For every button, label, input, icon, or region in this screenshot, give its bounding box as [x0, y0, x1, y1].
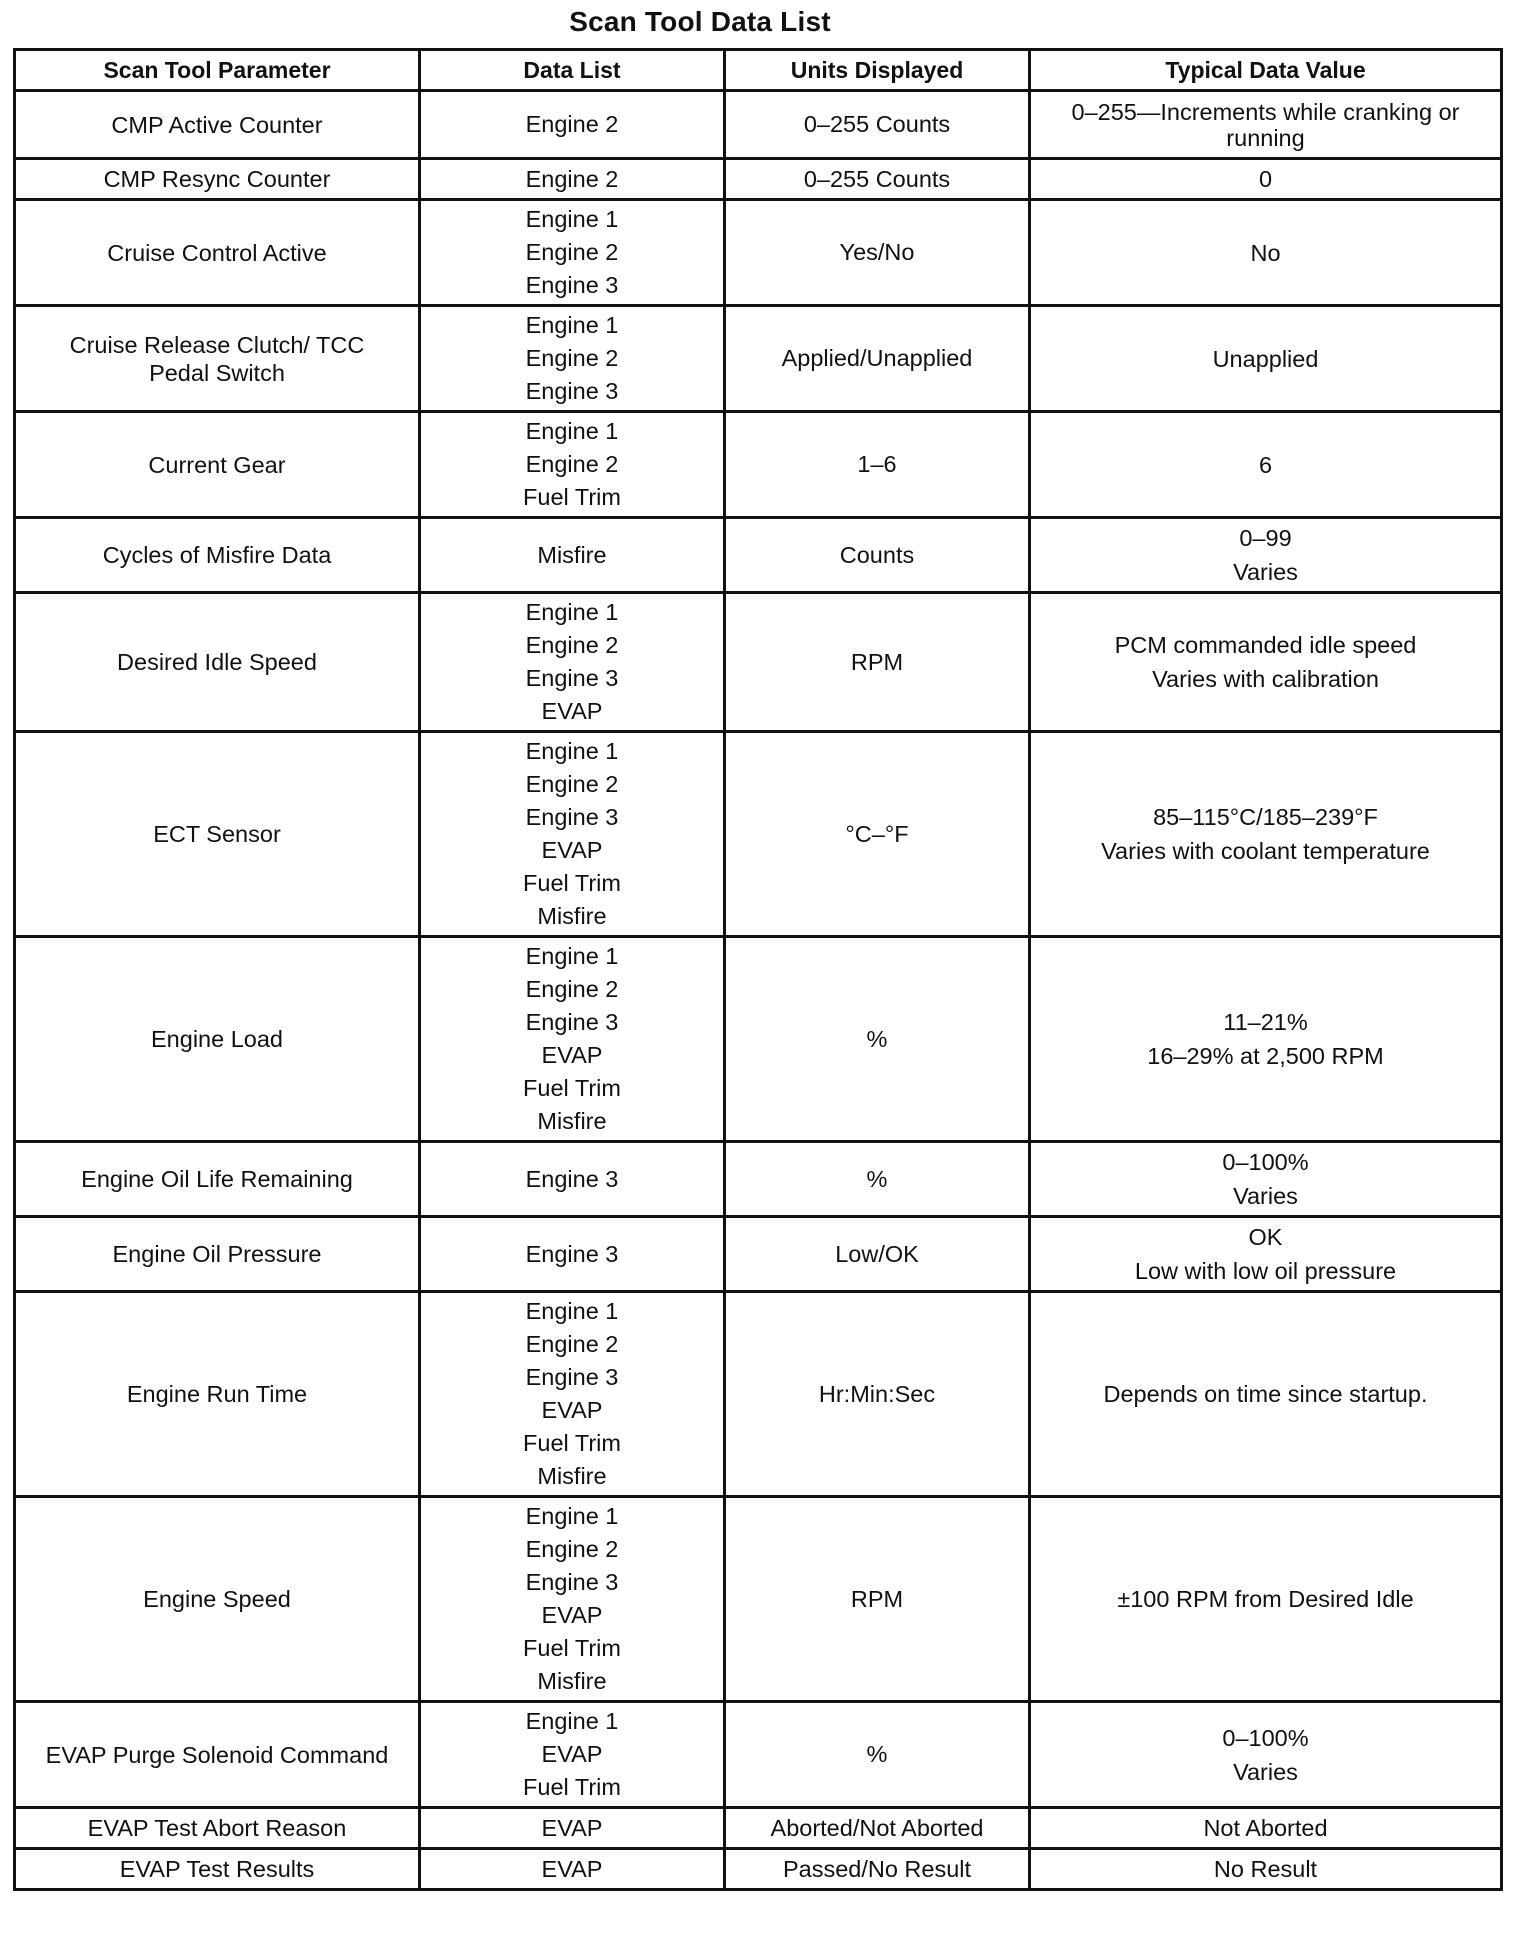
table-row: [15, 306, 1502, 412]
page-title: Scan Tool Data List: [569, 6, 831, 37]
column-header-parameter: Scan Tool Parameter: [15, 50, 420, 91]
units-cell: Yes/No: [725, 200, 1030, 306]
data-list-cell-line: Engine 3: [525, 378, 619, 404]
data-list-cell-line: Engine 2: [525, 771, 619, 797]
typical-value-cell: [1030, 1142, 1502, 1217]
typical-value-cell: [1030, 1849, 1502, 1890]
units-cell: Applied/Unapplied: [725, 306, 1030, 412]
data-list-cell-line: Engine 1: [525, 1503, 619, 1529]
parameter-cell: [15, 593, 420, 732]
units-cell: Counts: [725, 518, 1030, 593]
data-list-cell-line: Engine 2: [525, 1536, 619, 1562]
parameter-cell-line: EVAP Test Abort Reason: [87, 1815, 347, 1841]
typical-value-cell-line: 85–115°C/185–239°F: [1153, 804, 1378, 830]
units-cell: RPM: [725, 593, 1030, 732]
data-list-cell-line: EVAP: [541, 698, 603, 724]
data-list-cell: [420, 306, 725, 412]
data-list-cell-line: Misfire: [537, 903, 607, 929]
parameter-cell-line: Cruise Control Active: [107, 239, 327, 266]
units-cell: 0–255 Counts: [725, 91, 1030, 159]
typical-value-cell: [1030, 306, 1502, 412]
data-list-cell: [420, 1808, 725, 1849]
table-row: [15, 1849, 1502, 1890]
typical-value-cell-line: Varies: [1233, 1758, 1298, 1785]
data-list-cell-line: Fuel Trim: [523, 1075, 621, 1101]
data-list-cell: [420, 1497, 725, 1702]
data-list-cell-line: Engine 1: [525, 1298, 619, 1324]
table-row: [15, 1217, 1502, 1292]
scan-tool-data-table: [13, 48, 1503, 1891]
data-list-cell-line: Engine 2: [525, 1331, 619, 1357]
table-header-row: [15, 50, 1502, 91]
data-list-cell-line: EVAP: [541, 1397, 603, 1423]
data-list-cell-line: Engine 2: [525, 165, 619, 192]
parameter-cell-line: Engine Speed: [143, 1586, 291, 1612]
typical-value-cell-line: ±100 RPM from Desired Idle: [1117, 1586, 1414, 1612]
table-row: [15, 1497, 1502, 1702]
typical-value-cell-line: 6: [1258, 451, 1273, 478]
data-list-cell-line: Engine 3: [525, 1009, 619, 1035]
data-list-cell: [420, 1217, 725, 1292]
data-list-cell-line: Engine 1: [525, 599, 619, 625]
units-cell: Low/OK: [725, 1217, 1030, 1292]
parameter-cell: [15, 1142, 420, 1217]
parameter-cell: [15, 200, 420, 306]
typical-value-cell: [1030, 732, 1502, 937]
typical-value-cell-line: Varies: [1233, 1183, 1298, 1209]
parameter-cell-line: Engine Oil Life Remaining: [81, 1166, 353, 1192]
units-cell: %: [725, 1702, 1030, 1808]
data-list-cell-line: Engine 2: [525, 111, 619, 137]
units-cell: Hr:Min:Sec: [725, 1292, 1030, 1497]
parameter-cell-line: Desired Idle Speed: [117, 649, 317, 675]
table-row: [15, 518, 1502, 593]
data-list-cell: [420, 1292, 725, 1497]
data-list-cell: [420, 1849, 725, 1890]
column-header-data-list: Data List: [420, 50, 725, 91]
data-list-cell-line: EVAP: [541, 1042, 603, 1068]
data-list-cell-line: Engine 2: [525, 451, 619, 477]
parameter-cell: [15, 1808, 420, 1849]
table-row: [15, 91, 1502, 159]
parameter-cell-line: Engine Run Time: [126, 1381, 308, 1407]
data-list-cell-line: Engine 1: [525, 206, 619, 232]
typical-value-cell-line: 0–100%: [1222, 1724, 1309, 1751]
parameter-cell: [15, 1292, 420, 1497]
table-row: [15, 937, 1502, 1142]
data-list-cell: [420, 200, 725, 306]
data-list-cell-line: Engine 2: [525, 239, 619, 265]
parameter-cell-line: Cruise Release Clutch/ TCC: [69, 331, 365, 358]
data-list-cell-line: Engine 2: [525, 976, 619, 1002]
typical-value-cell: [1030, 159, 1502, 200]
table-row: [15, 1702, 1502, 1808]
table-row: [15, 200, 1502, 306]
typical-value-cell: [1030, 412, 1502, 518]
column-header-units: Units Displayed: [725, 50, 1030, 91]
data-list-cell: [420, 732, 725, 937]
typical-value-cell: [1030, 91, 1502, 159]
data-list-cell-line: EVAP: [541, 1855, 603, 1882]
parameter-cell-line: Cycles of Misfire Data: [102, 542, 332, 568]
typical-value-cell-line: 0–100%: [1222, 1149, 1309, 1175]
typical-value-cell-line: 0–99: [1239, 525, 1292, 551]
parameter-cell: [15, 1702, 420, 1808]
data-list-cell: [420, 1142, 725, 1217]
typical-value-cell: [1030, 1808, 1502, 1849]
typical-value-cell: [1030, 1292, 1502, 1497]
units-cell: 0–255 Counts: [725, 159, 1030, 200]
typical-value-cell: [1030, 200, 1502, 306]
parameter-cell-line: EVAP Test Results: [119, 1856, 315, 1882]
typical-value-cell-line: 16–29% at 2,500 RPM: [1147, 1043, 1384, 1069]
parameter-cell: [15, 1849, 420, 1890]
typical-value-cell: [1030, 1217, 1502, 1292]
data-list-cell-line: Engine 3: [525, 272, 619, 298]
parameter-cell: [15, 1497, 420, 1702]
data-list-cell-line: Engine 3: [525, 665, 619, 691]
data-list-cell-line: EVAP: [541, 1814, 603, 1841]
data-list-cell-line: Fuel Trim: [523, 870, 621, 896]
table-row: [15, 412, 1502, 518]
typical-value-cell-line: Not Aborted: [1203, 1815, 1328, 1841]
data-list-cell: [420, 937, 725, 1142]
units-cell: RPM: [725, 1497, 1030, 1702]
data-list-cell: [420, 412, 725, 518]
data-list-cell-line: Engine 2: [525, 632, 619, 658]
typical-value-cell: [1030, 1497, 1502, 1702]
typical-value-cell-line: No Result: [1213, 1856, 1318, 1882]
units-cell: %: [725, 937, 1030, 1142]
table-row: [15, 593, 1502, 732]
typical-value-cell-line: Varies with coolant temperature: [1101, 838, 1430, 864]
data-list-cell: [420, 159, 725, 200]
data-list-cell-line: Misfire: [537, 1463, 607, 1489]
column-header-typical-value: Typical Data Value: [1030, 50, 1502, 91]
parameter-cell-line: EVAP Purge Solenoid Command: [45, 1741, 389, 1768]
data-list-cell-line: Fuel Trim: [523, 484, 621, 510]
data-list-cell-line: Engine 1: [525, 1708, 619, 1734]
units-cell: %: [725, 1142, 1030, 1217]
data-list-cell-line: Engine 3: [525, 1165, 619, 1192]
typical-value-cell: [1030, 937, 1502, 1142]
typical-value-cell-line: Varies: [1233, 559, 1298, 585]
parameter-cell: [15, 91, 420, 159]
data-list-cell-line: Engine 1: [525, 738, 619, 764]
data-list-cell-line: Engine 1: [525, 418, 619, 444]
parameter-cell-line: Engine Load: [151, 1026, 283, 1052]
data-list-cell-line: Engine 3: [525, 1240, 619, 1267]
table-row: [15, 732, 1502, 937]
data-list-cell: [420, 518, 725, 593]
typical-value-cell-line: Unapplied: [1212, 345, 1319, 372]
typical-value-cell-line: PCM commanded idle speed: [1114, 632, 1417, 658]
units-cell: °C–°F: [725, 732, 1030, 937]
data-list-cell-line: EVAP: [541, 1741, 603, 1767]
parameter-cell-line: CMP Active Counter: [111, 111, 323, 138]
parameter-cell-line: Pedal Switch: [149, 359, 285, 386]
parameter-cell: [15, 732, 420, 937]
parameter-cell-line: CMP Resync Counter: [103, 166, 331, 192]
data-list-cell-line: Engine 1: [525, 312, 619, 338]
typical-value-cell-line: Varies with calibration: [1152, 666, 1379, 692]
typical-value-cell: [1030, 518, 1502, 593]
units-cell: 1–6: [725, 412, 1030, 518]
data-list-cell-line: Engine 3: [525, 1364, 619, 1390]
parameter-cell-line: ECT Sensor: [153, 821, 281, 847]
parameter-cell: [15, 412, 420, 518]
data-list-cell-line: Misfire: [537, 541, 607, 568]
parameter-cell: [15, 518, 420, 593]
parameter-cell: [15, 306, 420, 412]
parameter-cell: [15, 159, 420, 200]
data-list-cell-line: Fuel Trim: [523, 1430, 621, 1456]
typical-value-cell: [1030, 1702, 1502, 1808]
typical-value-cell-line: Depends on time since startup.: [1103, 1381, 1428, 1407]
table-row: [15, 1808, 1502, 1849]
typical-value-cell-line: 0: [1258, 166, 1273, 192]
data-list-cell-line: Fuel Trim: [523, 1635, 621, 1661]
data-list-cell-line: Misfire: [537, 1108, 607, 1134]
units-cell: Aborted/Not Aborted: [725, 1808, 1030, 1849]
data-list-cell: [420, 91, 725, 159]
data-list-cell: [420, 593, 725, 732]
table-row: [15, 1142, 1502, 1217]
data-list-cell-line: EVAP: [541, 1602, 603, 1628]
data-list-cell-line: Fuel Trim: [523, 1774, 621, 1800]
units-cell: Passed/No Result: [725, 1849, 1030, 1890]
parameter-cell: [15, 1217, 420, 1292]
parameter-cell-line: Engine Oil Pressure: [112, 1241, 322, 1267]
data-list-cell-line: Engine 3: [525, 1569, 619, 1595]
table-row: [15, 159, 1502, 200]
data-list-cell-line: Engine 2: [525, 345, 619, 371]
parameter-cell-line: Current Gear: [148, 451, 286, 478]
typical-value-cell-line: 0–255—Increments while cranking or running: [1071, 98, 1460, 151]
data-list-cell: [420, 1702, 725, 1808]
typical-value-cell-line: OK: [1248, 1224, 1283, 1250]
data-list-cell-line: EVAP: [541, 837, 603, 863]
table-body: [15, 91, 1502, 1890]
table-row: [15, 1292, 1502, 1497]
typical-value-cell: [1030, 593, 1502, 732]
typical-value-cell-line: No: [1250, 239, 1281, 266]
data-list-cell-line: Engine 1: [525, 943, 619, 969]
parameter-cell: [15, 937, 420, 1142]
typical-value-cell-line: 11–21%: [1223, 1009, 1308, 1035]
data-list-cell-line: Engine 3: [525, 804, 619, 830]
data-list-cell-line: Misfire: [537, 1668, 607, 1694]
typical-value-cell-line: Low with low oil pressure: [1134, 1258, 1397, 1284]
